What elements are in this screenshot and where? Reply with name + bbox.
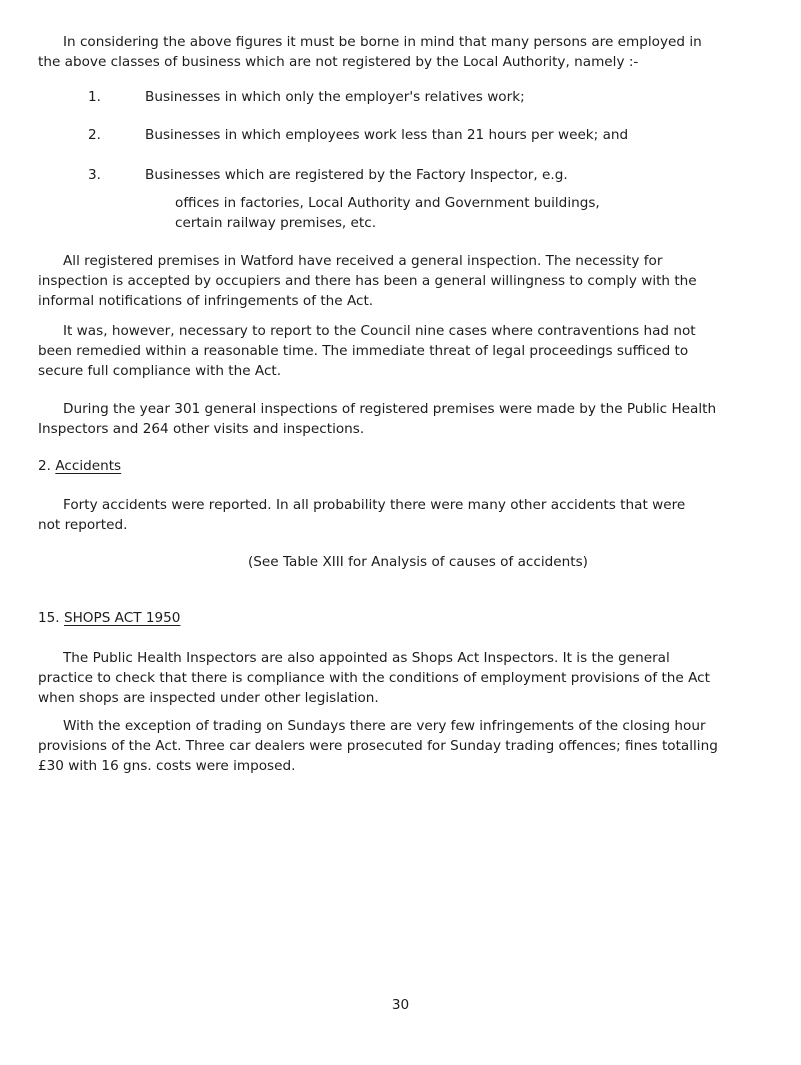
shops-inspectors-paragraph: The Public Health Inspectors are also appointed as Shops Act Inspectors. It is the general practice to check that there is compliance with the conditions of employment provisions of the Act when shops are inspected under other legislation. bbox=[38, 650, 710, 706]
list-item-text: Businesses in which employees work less than 21 hours per week; and bbox=[145, 127, 629, 143]
page-number: 30 bbox=[391, 997, 410, 1013]
section-title: SHOPS ACT 1950 bbox=[63, 610, 181, 626]
section-number: 15. bbox=[38, 610, 60, 626]
section-title: Accidents bbox=[55, 458, 122, 474]
inspection-paragraph: All registered premises in Watford have received a general inspection. The necessity for inspection is accepted by occupiers and there has been a general willingness to comply with the informal notifications of infringements of the Act. bbox=[38, 253, 697, 309]
sunday-trading-paragraph: With the exception of trading on Sundays there are very few infringements of the closing hour provisions of the Act. Three car dealers were prosecuted for Sunday trading offences; fines totalling £30 with 16 gns. costs were imposed. bbox=[38, 718, 718, 774]
intro-paragraph: In considering the above figures it must be borne in mind that many persons are employed in the above classes of business which are not registered by the Local Authority, namely :- bbox=[38, 34, 702, 70]
list-item-number: 3. bbox=[88, 167, 101, 183]
list-item-3-detail: offices in factories, Local Authority and Government buildings, certain railway premises, etc. bbox=[175, 195, 600, 231]
list-item-text: Businesses in which only the employer's relatives work; bbox=[145, 89, 525, 105]
list-item-2 bbox=[88, 125, 768, 145]
accidents-paragraph: Forty accidents were reported. In all probability there were many other accidents that were not reported. bbox=[38, 497, 686, 533]
shops-act-heading bbox=[38, 608, 180, 628]
list-item-3 bbox=[88, 165, 768, 185]
contraventions-paragraph: It was, however, necessary to report to the Council nine cases where contraventions had not been remedied within a reasonable time. The immediate threat of legal proceedings sufficed to secure full compliance with the Act. bbox=[38, 323, 696, 379]
list-item-1 bbox=[88, 87, 768, 107]
list-item-number: 2. bbox=[88, 127, 101, 143]
list-item-number: 1. bbox=[88, 89, 101, 105]
list-item-text: Businesses which are registered by the Factory Inspector, e.g. bbox=[145, 167, 568, 183]
accidents-heading bbox=[38, 456, 121, 476]
section-number: 2. bbox=[38, 458, 51, 474]
inspections-count-paragraph: During the year 301 general inspections of registered premises were made by the Public Health Inspectors and 264 other visits and inspections. bbox=[38, 401, 717, 437]
table-reference-note: (See Table XIII for Analysis of causes of accidents) bbox=[248, 554, 588, 570]
